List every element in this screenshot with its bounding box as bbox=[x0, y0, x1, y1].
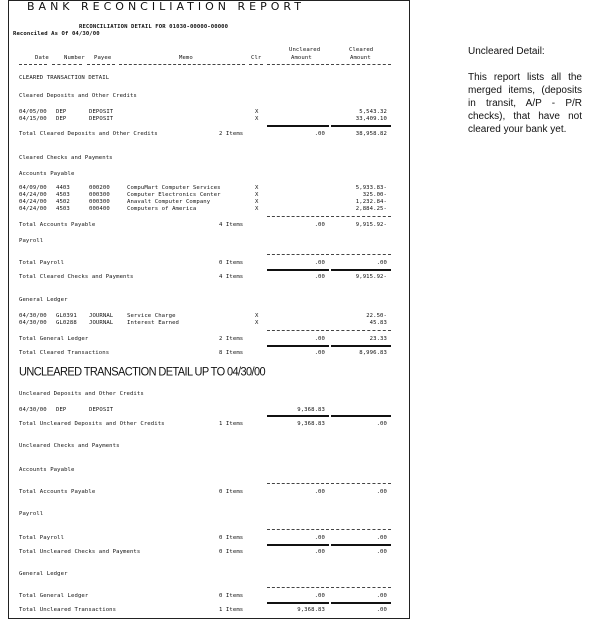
row-payee: 000400 bbox=[89, 206, 110, 212]
col-payee: Payee bbox=[94, 55, 112, 61]
row-payee: 000300 bbox=[89, 192, 110, 198]
row-clr: X bbox=[255, 320, 259, 326]
total-items: 0 Items bbox=[219, 535, 244, 541]
row-payee: JOURNAL bbox=[89, 320, 114, 326]
total-label: Total General Ledger bbox=[19, 593, 89, 599]
row-memo: CompuMart Computer Services bbox=[127, 185, 221, 191]
row-amount: 9,368.83 bbox=[297, 407, 325, 413]
row-number: GL0288 bbox=[56, 320, 77, 326]
total-items: 0 Items bbox=[219, 489, 244, 495]
total-label: Total General Ledger bbox=[19, 336, 89, 342]
total-items: 4 Items bbox=[219, 274, 244, 280]
report-title: BANK RECONCILIATION REPORT bbox=[27, 0, 305, 13]
row-date: 04/15/00 bbox=[19, 116, 47, 122]
gl-heading: General Ledger bbox=[19, 297, 68, 303]
total-uncleared: .00 bbox=[314, 350, 325, 356]
header-rule bbox=[87, 64, 115, 65]
total-label: Total Cleared Checks and Payments bbox=[19, 274, 134, 280]
total-rule bbox=[331, 415, 391, 417]
gl-heading: General Ledger bbox=[19, 571, 68, 577]
row-number: 4503 bbox=[56, 192, 70, 198]
total-rule bbox=[267, 125, 329, 127]
total-label: Total Cleared Transactions bbox=[19, 350, 110, 356]
col-uncleared-top: Uncleared bbox=[289, 47, 321, 53]
row-date: 04/24/00 bbox=[19, 192, 47, 198]
col-cleared-top: Cleared bbox=[349, 47, 374, 53]
ap-heading: Accounts Payable bbox=[19, 467, 75, 473]
row-memo: Computers of America bbox=[127, 206, 197, 212]
total-rule bbox=[267, 269, 329, 271]
row-number: GL0391 bbox=[56, 313, 77, 319]
row-amount: 1,232.84- bbox=[355, 199, 387, 205]
total-cleared: .00 bbox=[376, 535, 387, 541]
row-date: 04/09/00 bbox=[19, 185, 47, 191]
subtotal-rule bbox=[267, 529, 329, 530]
row-date: 04/30/00 bbox=[19, 407, 47, 413]
row-number: DEP bbox=[56, 407, 67, 413]
report-page bbox=[8, 0, 410, 619]
total-cleared: 9,915.92- bbox=[355, 222, 387, 228]
row-date: 04/05/00 bbox=[19, 109, 47, 115]
total-items: 0 Items bbox=[219, 260, 244, 266]
total-items: 0 Items bbox=[219, 549, 244, 555]
total-label: Total Cleared Deposits and Other Credits bbox=[19, 131, 158, 137]
total-rule bbox=[331, 544, 391, 546]
total-rule bbox=[331, 269, 391, 271]
row-memo: Computer Electronics Center bbox=[127, 192, 221, 198]
row-payee: DEPOSIT bbox=[89, 109, 114, 115]
total-uncleared: .00 bbox=[314, 535, 325, 541]
col-date: Date bbox=[35, 55, 49, 61]
total-uncleared: .00 bbox=[314, 274, 325, 280]
subtotal-rule bbox=[331, 330, 391, 331]
total-rule bbox=[331, 125, 391, 127]
row-clr: X bbox=[255, 116, 259, 122]
row-payee: DEPOSIT bbox=[89, 407, 114, 413]
total-items: 2 Items bbox=[219, 131, 244, 137]
total-rule bbox=[267, 415, 329, 417]
sidebar-body: This report lists all the merged items, (deposits in transit, A/P - P/R checks), that have not cleared your bank yet. bbox=[468, 72, 582, 135]
total-cleared: 9,915.92- bbox=[355, 274, 387, 280]
ap-heading: Accounts Payable bbox=[19, 171, 75, 177]
row-clr: X bbox=[255, 109, 259, 115]
subtotal-rule bbox=[267, 254, 329, 255]
total-cleared: .00 bbox=[376, 607, 387, 613]
row-memo: Anavalt Computer Company bbox=[127, 199, 211, 205]
col-number: Number bbox=[64, 55, 85, 61]
total-label: Total Uncleared Checks and Payments bbox=[19, 549, 141, 555]
total-rule bbox=[267, 544, 329, 546]
cleared-heading: CLEARED TRANSACTION DETAIL bbox=[19, 75, 110, 81]
total-label: Total Accounts Payable bbox=[19, 489, 96, 495]
total-label: Total Uncleared Transactions bbox=[19, 607, 117, 613]
total-uncleared: .00 bbox=[314, 336, 325, 342]
row-amount: 5,543.32 bbox=[359, 109, 387, 115]
row-memo: Service Charge bbox=[127, 313, 176, 319]
total-uncleared: 9,368.83 bbox=[297, 421, 325, 427]
cleared-deposits-heading: Cleared Deposits and Other Credits bbox=[19, 93, 137, 99]
row-number: DEP bbox=[56, 116, 67, 122]
col-cleared-bottom: Amount bbox=[350, 55, 371, 61]
row-payee: 000300 bbox=[89, 199, 110, 205]
subtotal-rule bbox=[331, 216, 391, 217]
row-amount: 45.83 bbox=[369, 320, 387, 326]
payroll-heading: Payroll bbox=[19, 238, 44, 244]
total-uncleared: .00 bbox=[314, 549, 325, 555]
payroll-heading: Payroll bbox=[19, 511, 44, 517]
total-items: 4 Items bbox=[219, 222, 244, 228]
sidebar-note bbox=[468, 45, 582, 149]
total-uncleared: .00 bbox=[314, 260, 325, 266]
total-label: Total Payroll bbox=[19, 260, 65, 266]
row-payee: JOURNAL bbox=[89, 313, 114, 319]
col-clr: Clr bbox=[251, 55, 262, 61]
col-uncleared-bottom: Amount bbox=[291, 55, 312, 61]
row-memo: Interest Earned bbox=[127, 320, 180, 326]
total-uncleared: .00 bbox=[314, 489, 325, 495]
uncleared-deposits-heading: Uncleared Deposits and Other Credits bbox=[19, 391, 144, 397]
subtotal-rule bbox=[267, 216, 329, 217]
total-items: 0 Items bbox=[219, 593, 244, 599]
row-clr: X bbox=[255, 313, 259, 319]
subtotal-rule bbox=[267, 587, 329, 588]
total-items: 1 Items bbox=[219, 607, 244, 613]
total-uncleared: .00 bbox=[314, 222, 325, 228]
cleared-checks-heading: Cleared Checks and Payments bbox=[19, 155, 113, 161]
total-uncleared: .00 bbox=[314, 131, 325, 137]
subtotal-rule bbox=[331, 483, 391, 484]
total-label: Total Payroll bbox=[19, 535, 65, 541]
total-label: Total Uncleared Deposits and Other Credits bbox=[19, 421, 165, 427]
row-amount: 22.50- bbox=[366, 313, 387, 319]
row-clr: X bbox=[255, 199, 259, 205]
header-rule bbox=[52, 64, 82, 65]
total-cleared: .00 bbox=[376, 421, 387, 427]
total-rule bbox=[267, 345, 329, 347]
header-rule bbox=[249, 64, 263, 65]
uncleared-checks-heading: Uncleared Checks and Payments bbox=[19, 443, 120, 449]
col-memo: Memo bbox=[179, 55, 193, 61]
total-cleared: 23.33 bbox=[369, 336, 387, 342]
subtotal-rule bbox=[267, 483, 329, 484]
row-amount: 33,409.10 bbox=[355, 116, 387, 122]
total-rule bbox=[267, 602, 329, 604]
row-payee: 000200 bbox=[89, 185, 110, 191]
total-items: 1 Items bbox=[219, 421, 244, 427]
row-number: 4503 bbox=[56, 206, 70, 212]
row-clr: X bbox=[255, 192, 259, 198]
row-number: DEP bbox=[56, 109, 67, 115]
total-cleared: 38,958.82 bbox=[355, 131, 387, 137]
row-amount: 2,884.25- bbox=[355, 206, 387, 212]
total-cleared: .00 bbox=[376, 260, 387, 266]
header-rule bbox=[119, 64, 245, 65]
row-clr: X bbox=[255, 206, 259, 212]
header-rule bbox=[19, 64, 47, 65]
row-date: 04/24/00 bbox=[19, 199, 47, 205]
subtotal-rule bbox=[331, 254, 391, 255]
total-rule bbox=[331, 602, 391, 604]
total-cleared: 8,996.83 bbox=[359, 350, 387, 356]
total-label: Total Accounts Payable bbox=[19, 222, 96, 228]
subtotal-rule bbox=[331, 587, 391, 588]
total-cleared: .00 bbox=[376, 549, 387, 555]
row-date: 04/30/00 bbox=[19, 320, 47, 326]
total-items: 2 Items bbox=[219, 336, 244, 342]
uncleared-heading: UNCLEARED TRANSACTION DETAIL UP TO 04/30/00 bbox=[19, 365, 266, 379]
report-subtitle: RECONCILIATION DETAIL FOR 01030-00000-00000 bbox=[79, 24, 229, 30]
row-payee: DEPOSIT bbox=[89, 116, 114, 122]
total-cleared: .00 bbox=[376, 593, 387, 599]
subtotal-rule bbox=[331, 529, 391, 530]
header-rule bbox=[331, 64, 391, 65]
row-date: 04/30/00 bbox=[19, 313, 47, 319]
row-amount: 325.00- bbox=[362, 192, 387, 198]
row-number: 4403 bbox=[56, 185, 70, 191]
total-rule bbox=[331, 345, 391, 347]
subtotal-rule bbox=[267, 330, 329, 331]
total-items: 8 Items bbox=[219, 350, 244, 356]
sidebar-heading: Uncleared Detail: bbox=[468, 46, 545, 57]
row-number: 4502 bbox=[56, 199, 70, 205]
reconciled-as-of: Reconciled As Of 04/30/00 bbox=[13, 31, 100, 37]
row-date: 04/24/00 bbox=[19, 206, 47, 212]
total-uncleared: 9,368.83 bbox=[297, 607, 325, 613]
header-rule bbox=[267, 64, 329, 65]
total-cleared: .00 bbox=[376, 489, 387, 495]
row-amount: 5,933.83- bbox=[355, 185, 387, 191]
total-uncleared: .00 bbox=[314, 593, 325, 599]
row-clr: X bbox=[255, 185, 259, 191]
